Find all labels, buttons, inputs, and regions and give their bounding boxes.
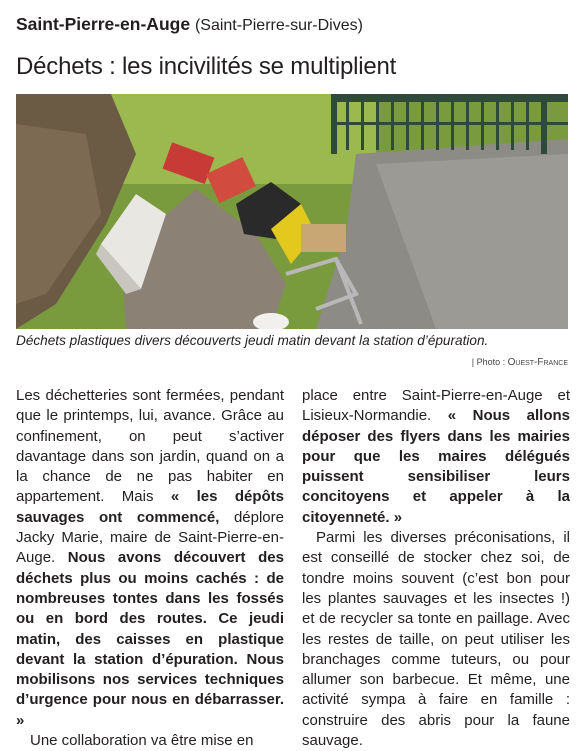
photo-caption: Déchets plastiques divers découverts jeudi matin devant la station d’épuration. (16, 333, 489, 348)
text-run: Parmi les diverses préconisations, il est conseillé de stocker chez soi, de tondre moins souvent (c’est bon pour les plantes sauvages et les insectes !) et de recycler sa tonte en paillage. Avec les restes de taille, on peut utiliser les branchages comme tuteurs, ou pour allumer son barbecue. Et même, une activité sympa à faire en famille : construire des abris pour la faune sauvage. (302, 529, 570, 750)
credit-source: Ouest-France (507, 357, 568, 368)
quote-run: « Nous allons déposer des flyers dans les mairies pour que les maires délégués puissent sensibiliser leurs concitoyens et appeler à la citoyenneté. » (302, 407, 570, 526)
text-run: Une collaboration va être mise en (30, 732, 254, 750)
article-column-right (302, 386, 570, 751)
quote-run: Nous avons découvert des déchets plus ou moins cachés : de nombreuses tontes dans les fossés ou en bord des routes. Ce jeudi matin, des caisses en plastique devant la station d’épuration. Nous mobilisons nos services techniques d’urgence pour nous en débarrasser. » (16, 549, 284, 729)
credit-prefix: | Photo : (471, 357, 508, 367)
text-run: Les déchetteries sont fermées, pendant que le printemps, lui, avance. Grâce au confinement, on peut s’activer davantage dans son jardin, quand on a la chance de ne pas habiter en appartement. Mais (16, 387, 284, 506)
headline: Déchets : les incivilités se multiplient (16, 53, 397, 80)
article-photo (16, 94, 568, 329)
waste-dump-illustration (16, 94, 568, 329)
paragraph-2 (16, 731, 284, 751)
article-column-left (16, 386, 284, 751)
paragraph-1 (16, 386, 284, 731)
commune-name: Saint-Pierre-en-Auge (16, 14, 191, 34)
text-run: place entre Saint-Pierre-en-Auge et Lisieux-Normandie. (302, 387, 570, 425)
photo-credit (472, 357, 568, 368)
sub-commune: (Saint-Pierre-sur-Dives) (194, 17, 363, 34)
paragraph-3 (302, 528, 570, 751)
paragraph-2-continued (302, 386, 570, 528)
kicker (16, 14, 363, 35)
quote-run: « les dépôts sauvages ont commencé, (16, 488, 284, 526)
text-run: déplore Jacky Marie, maire de Saint-Pierre-en-Auge. (16, 508, 284, 567)
